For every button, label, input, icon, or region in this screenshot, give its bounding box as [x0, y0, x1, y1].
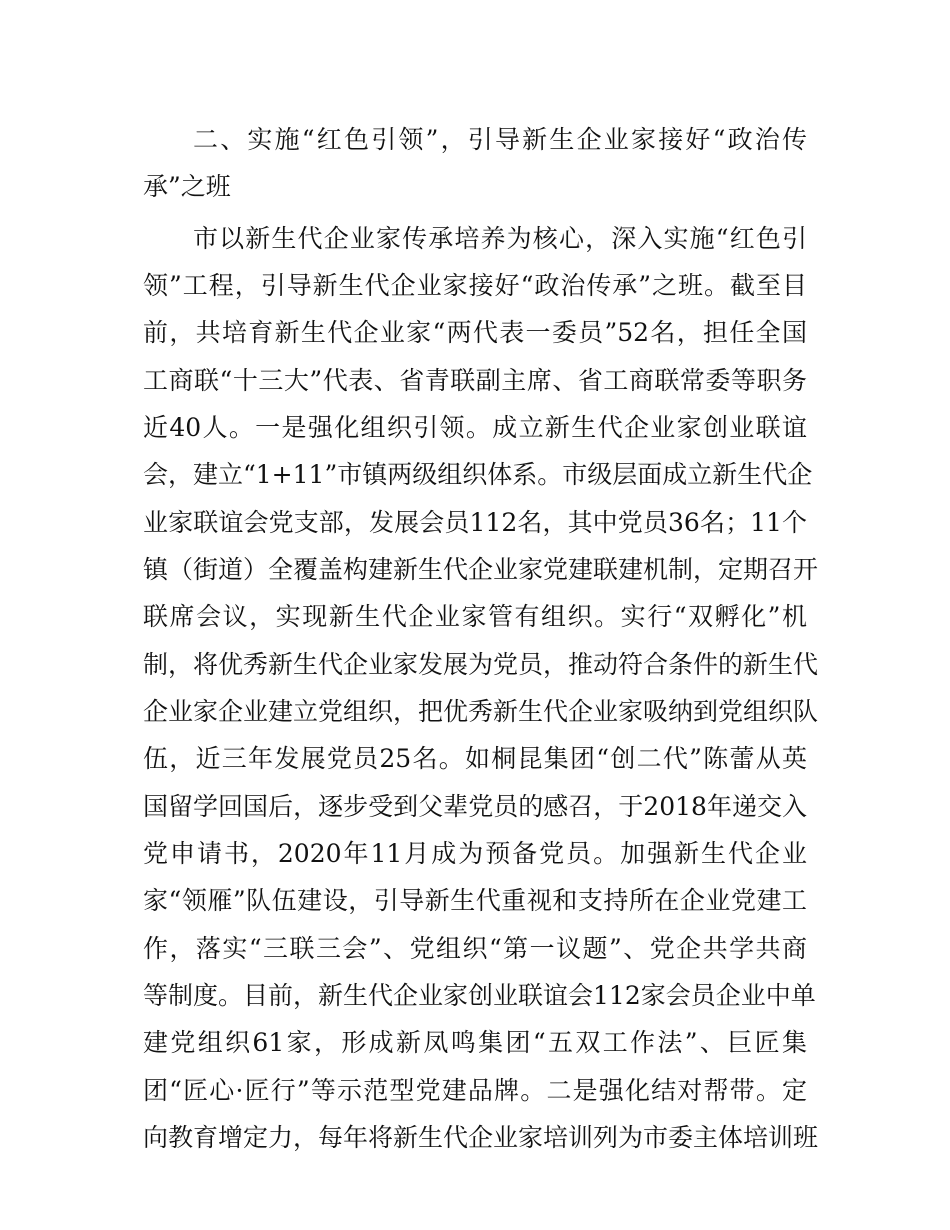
paragraph-line: 伍，近三年发展党员25名。如桐昆集团“创二代”陈蕾从英: [143, 744, 807, 773]
paragraph-line: 家“领雁”队伍建设，引导新生代重视和支持所在企业党建工: [143, 886, 807, 915]
paragraph-line: 工商联“十三大”代表、省青联副主席、省工商联常委等职务: [143, 366, 807, 395]
paragraph-line: 领”工程，引导新生代企业家接好“政治传承”之班。截至目: [143, 271, 807, 300]
paragraph-line: 镇（街道）全覆盖构建新生代企业家党建联建机制，定期召开: [143, 555, 819, 584]
paragraph-line: 近40人。一是强化组织引领。成立新生代企业家创业联谊: [143, 413, 807, 442]
paragraph-line: 团“匠心·匠行”等示范型党建品牌。二是强化结对帮带。定: [143, 1076, 807, 1105]
paragraph-line: 等制度。目前，新生代企业家创业联谊会112家会员企业中单: [143, 981, 816, 1010]
paragraph-line: 业家联谊会党支部，发展会员112名，其中党员36名；11个: [143, 508, 807, 537]
paragraph-line: 联席会议，实现新生代企业家管有组织。实行“双孵化”机: [143, 602, 807, 631]
paragraph-line: 会，建立“1+11”市镇两级组织体系。市级层面成立新生代企: [143, 460, 813, 489]
paragraph-line: 国留学回国后，逐步受到父辈党员的感召，于2018年递交入: [143, 792, 807, 821]
paragraph-line: 前，共培育新生代企业家“两代表一委员”52名，担任全国: [143, 318, 807, 347]
paragraph-line: 企业家企业建立党组织，把优秀新生代企业家吸纳到党组织队: [143, 697, 819, 726]
paragraph-line: 党申请书，2020年11月成为预备党员。加强新生代企业: [143, 839, 807, 868]
paragraph-line: 向教育增定力，每年将新生代企业家培训列为市委主体培训班: [143, 1123, 819, 1152]
paragraph-line: 市以新生代企业家传承培养为核心，深入实施“红色引: [193, 224, 807, 253]
paragraph-line: 制，将优秀新生代企业家发展为党员，推动符合条件的新生代: [143, 650, 819, 679]
paragraph-line: 作，落实“三联三会”、党组织“第一议题”、党企共学共商: [143, 934, 807, 963]
section-heading-line: 二、实施“红色引领”，引导新生企业家接好“政治传: [193, 125, 807, 154]
paragraph-line: 建党组织61家，形成新凤鸣集团“五双工作法”、巨匠集: [143, 1028, 807, 1057]
section-heading-line: 承”之班: [143, 172, 231, 201]
